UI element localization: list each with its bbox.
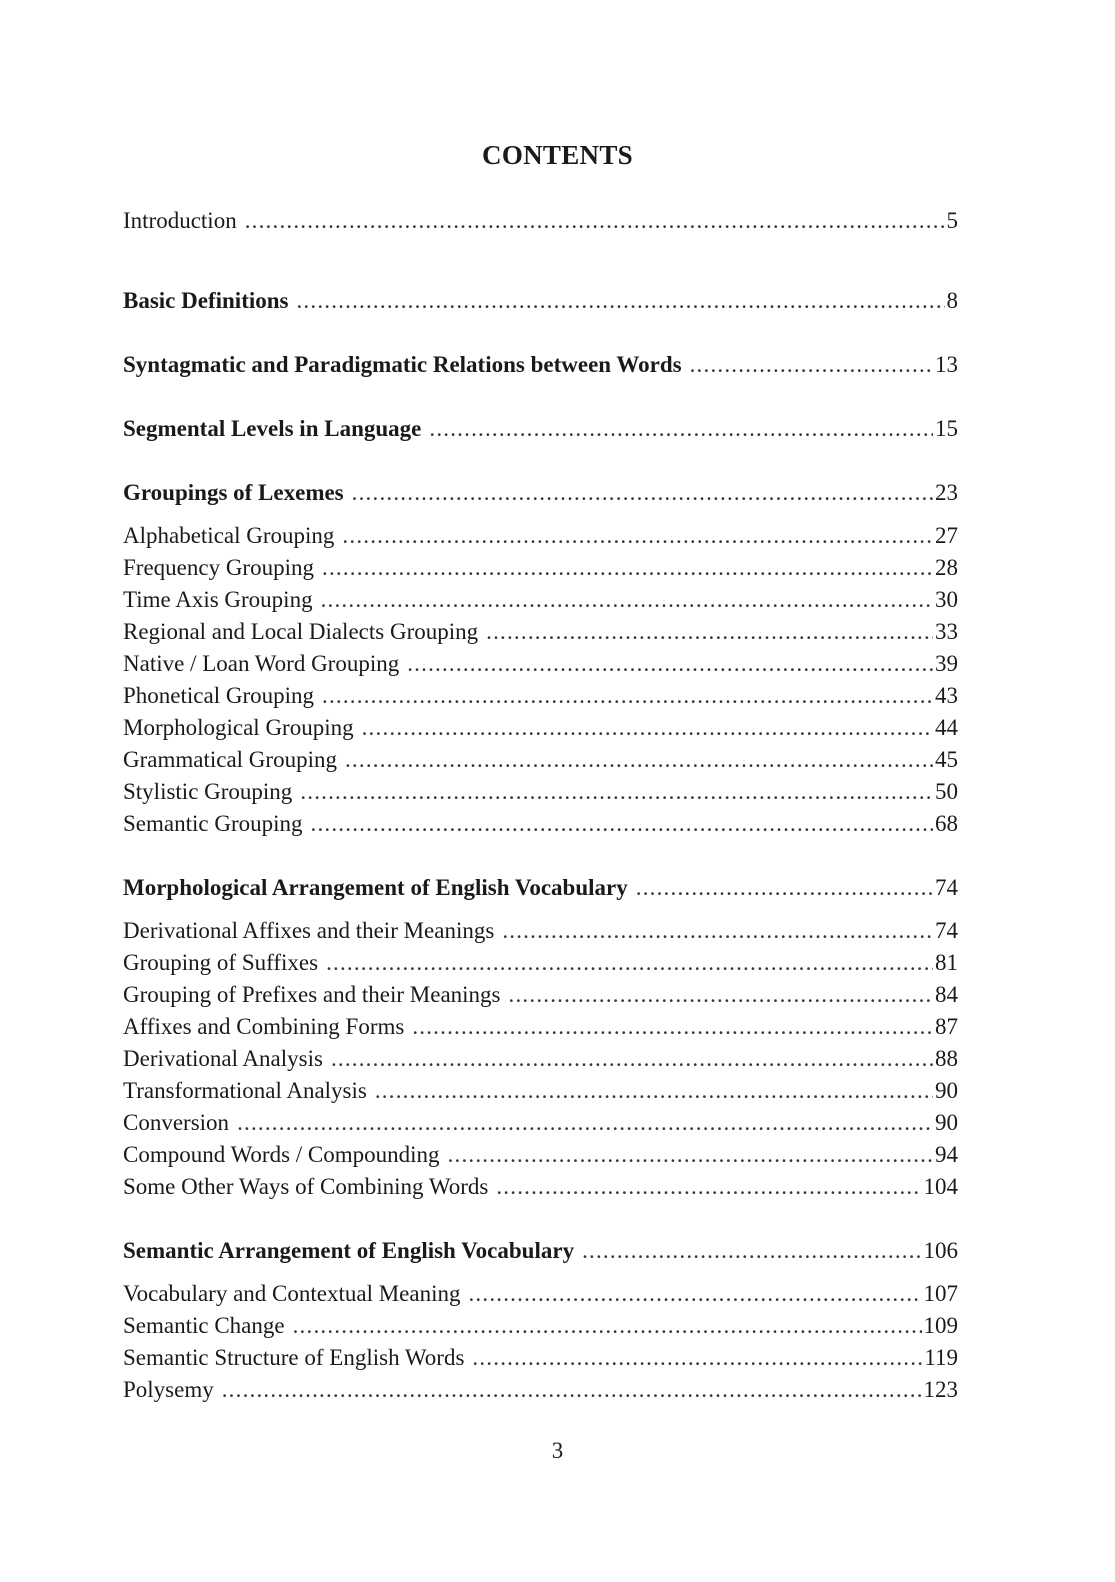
toc-entry-label: Morphological Grouping [123,715,354,740]
toc-entry[interactable] [123,808,958,840]
toc-chapter-morphological[interactable] [123,872,958,904]
toc-entry[interactable] [123,712,958,744]
dot-leader [636,872,933,904]
toc-entry-label: Compound Words / Compounding [123,1142,440,1167]
toc-entry-label: Time Axis Grouping [123,587,313,612]
toc-entry[interactable] [123,947,958,979]
toc-entry[interactable] [123,915,958,947]
toc-entry-label: Introduction [123,208,237,233]
dot-leader [448,1139,933,1171]
dot-leader [472,1342,922,1374]
toc-entry-page: 81 [935,950,958,975]
dot-leader [690,349,933,381]
dot-leader [222,1374,922,1406]
toc-entry[interactable] [123,680,958,712]
dot-leader [322,680,933,712]
toc-entry-label: Grouping of Suffixes [123,950,319,975]
toc-entry-page: 27 [935,523,958,548]
toc-entry-label: Native / Loan Word Grouping [123,651,400,676]
dot-leader [296,285,944,317]
toc-entry[interactable] [123,1171,958,1203]
toc-entry-label: Regional and Local Dialects Grouping [123,619,479,644]
dot-leader [237,1107,933,1139]
dot-leader [245,205,945,237]
toc-entry-label: Vocabulary and Contextual Meaning [123,1281,461,1306]
toc-entry-page: 74 [935,918,958,943]
toc-entry-label: Polysemy [123,1377,214,1402]
toc-chapter-basic-definitions[interactable] [123,285,958,317]
dot-leader [321,584,933,616]
toc-entry-page: 28 [935,555,958,580]
toc-entry-page: 68 [935,811,958,836]
toc-chapter-label: Semantic Arrangement of English Vocabulary [123,1238,575,1263]
dot-leader [293,1310,922,1342]
dot-leader [322,552,933,584]
toc-entry-label: Grammatical Grouping [123,747,337,772]
dot-leader [300,776,933,808]
toc-section-list [123,520,958,840]
toc-entry-page: 90 [935,1078,958,1103]
toc-chapter-syntagmatic[interactable] [123,349,958,381]
toc-chapter-page: 23 [935,480,958,505]
dot-leader [509,979,933,1011]
toc-chapter-label: Morphological Arrangement of English Vocabulary [123,875,628,900]
toc-entry[interactable] [123,1107,958,1139]
toc-entry-label: Derivational Affixes and their Meanings [123,918,495,943]
toc-entry-page: 43 [935,683,958,708]
toc-chapter-page: 74 [935,875,958,900]
toc-entry[interactable] [123,776,958,808]
toc-entry-label: Grouping of Prefixes and their Meanings [123,982,501,1007]
toc-entry-page: 50 [935,779,958,804]
toc-entry-label: Derivational Analysis [123,1046,323,1071]
dot-leader [429,413,933,445]
toc-chapter-groupings[interactable] [123,477,958,509]
toc-entry-page: 30 [935,587,958,612]
dot-leader [412,1011,933,1043]
toc-entry-label: Affixes and Combining Forms [123,1014,405,1039]
page-title: CONTENTS [482,140,633,170]
dot-leader [407,648,933,680]
dot-leader [362,712,933,744]
toc-chapter-segmental[interactable] [123,413,958,445]
toc-entry[interactable] [123,520,958,552]
toc-entry-page: 84 [935,982,958,1007]
toc-chapter-label: Groupings of Lexemes [123,480,344,505]
dot-leader [496,1171,921,1203]
page-number: 3 [551,1438,564,1463]
toc-entry-introduction[interactable] [123,205,958,237]
toc-entry[interactable] [123,1011,958,1043]
toc-entry-page: 107 [923,1281,958,1306]
toc-entry-page: 33 [935,619,958,644]
dot-leader [375,1075,933,1107]
dot-leader [468,1278,921,1310]
toc-entry-label: Alphabetical Grouping [123,523,335,548]
toc-entry-page: 87 [935,1014,958,1039]
toc-chapter-semantic[interactable] [123,1235,958,1267]
toc-entry-page: 44 [935,715,958,740]
toc-entry[interactable] [123,1043,958,1075]
toc-entry-label: Some Other Ways of Combining Words [123,1174,489,1199]
toc-entry[interactable] [123,744,958,776]
toc-chapter-label: Syntagmatic and Paradigmatic Relations between Words [123,352,682,377]
toc-entry-page: 94 [935,1142,958,1167]
toc-entry[interactable] [123,979,958,1011]
toc-entry-page: 88 [935,1046,958,1071]
toc-entry-label: Phonetical Grouping [123,683,314,708]
dot-leader [342,520,933,552]
toc-entry-label: Semantic Structure of English Words [123,1345,465,1370]
toc-entry-page: 5 [946,208,958,233]
dot-leader [502,915,933,947]
toc-entry[interactable] [123,616,958,648]
toc-entry-label: Frequency Grouping [123,555,314,580]
toc-entry[interactable] [123,1139,958,1171]
toc-entry[interactable] [123,648,958,680]
dot-leader [352,477,933,509]
toc-section-list [123,915,958,1203]
toc-entry[interactable] [123,552,958,584]
toc-entry-page: 104 [923,1174,958,1199]
toc-chapter-label: Basic Definitions [123,288,289,313]
toc-entry-label: Transformational Analysis [123,1078,367,1103]
dot-leader [331,1043,933,1075]
toc-entry-page: 119 [924,1345,958,1370]
toc-section-list [123,1278,958,1406]
toc-entry-page: 45 [935,747,958,772]
toc-entry-page: 109 [923,1313,958,1338]
dot-leader [582,1235,921,1267]
table-of-contents [123,205,958,1406]
toc-chapter-page: 106 [923,1238,958,1263]
toc-chapter-page: 15 [935,416,958,441]
toc-chapter-label: Segmental Levels in Language [123,416,422,441]
dot-leader [345,744,933,776]
toc-entry-page: 39 [935,651,958,676]
dot-leader [311,808,934,840]
toc-entry[interactable] [123,1075,958,1107]
toc-chapter-page: 8 [946,288,958,313]
toc-entry[interactable] [123,1342,958,1374]
toc-entry[interactable] [123,584,958,616]
toc-entry-label: Semantic Change [123,1313,285,1338]
dot-leader [486,616,933,648]
toc-entry-page: 90 [935,1110,958,1135]
toc-entry[interactable] [123,1278,958,1310]
toc-entry[interactable] [123,1374,958,1406]
toc-entry-label: Conversion [123,1110,230,1135]
toc-entry-page: 123 [923,1377,958,1402]
dot-leader [326,947,933,979]
toc-entry-label: Stylistic Grouping [123,779,293,804]
toc-entry[interactable] [123,1310,958,1342]
toc-entry-label: Semantic Grouping [123,811,303,836]
toc-chapter-page: 13 [935,352,958,377]
